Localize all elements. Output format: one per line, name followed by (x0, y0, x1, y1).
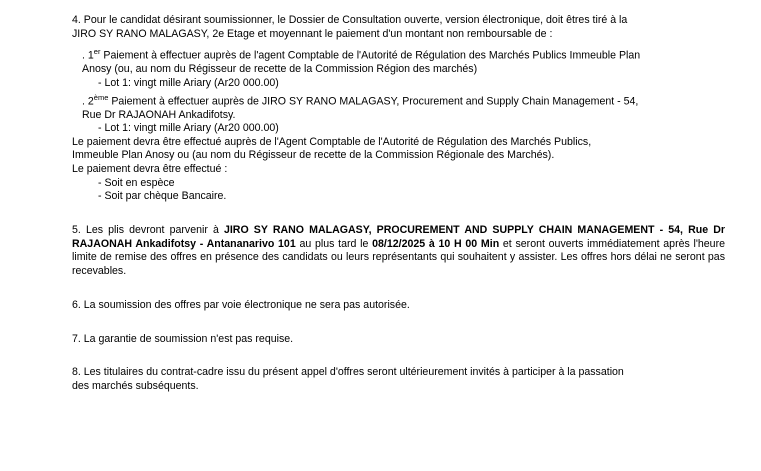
payment-2-text: Paiement à effectuer auprès de JIRO SY RANO MALAGASY, Procurement and Supply Chain Management - 54, (108, 95, 639, 108)
paragraph-line: - Lot 1: vingt mille Ariary (Ar20 000.00) (98, 122, 279, 135)
paragraph-item-6 (72, 299, 725, 313)
paragraph-item-8 (72, 366, 725, 393)
paragraph-line: Le paiement devra être effectué : (72, 163, 228, 175)
paragraph-payment-modes-intro (72, 163, 725, 177)
paragraph-item-5 (72, 224, 725, 279)
paragraph-line: Anosy (ou, au nom du Régisseur de recette de la Commission Région des marchés) (82, 63, 478, 76)
paragraph-payment-1 (72, 45, 725, 77)
paragraph-item-5-text (72, 224, 725, 279)
seg-5: 08/12/2025 à 10 H 00 Min (372, 237, 500, 250)
paragraph-payment-mode-cheque (72, 190, 725, 204)
paragraph-line: Le paiement devra être effectué auprès de l'Agent Comptable de l'Autorité de Régulation des Marchés Publics, (72, 135, 592, 148)
paragraph-payment-note (72, 136, 725, 163)
paragraph-line: 8. Les titulaires du contrat-cadre issu du présent appel d'offres seront ultérieurement invités à participer à la passation (72, 366, 624, 379)
paragraph-item-7 (72, 333, 725, 347)
paragraph-line: 6. La soumission des offres par voie électronique ne sera pas autorisée. (72, 298, 410, 311)
payment-2-prefix-sup: ème (93, 92, 109, 102)
paragraph-payment-2 (72, 91, 725, 123)
paragraph-line (82, 45, 725, 63)
paragraph-line: Immeuble Plan Anosy ou (au nom du Régisseur de recette de la Commission Régionale des Marchés). (72, 149, 555, 162)
paragraph-line: JIRO SY RANO MALAGASY, 2e Etage et moyennant le paiement d'un montant non remboursable de : (72, 27, 553, 40)
paragraph-line: - Lot 1: vingt mille Ariary (Ar20 000.00) (98, 76, 279, 89)
paragraph-item-4 (72, 14, 725, 41)
paragraph-line: - Soit en espèce (98, 176, 175, 189)
seg-1: JIRO SY RANO MALAGASY, PROCUREMENT AND SUPPLY CHAIN MANAGEMENT - (223, 223, 664, 236)
seg-0: 5. Les plis devront parvenir à (72, 223, 224, 236)
seg-3: 54, Rue Dr RAJAONAH Ankadifotsy - Antananarivo 101 (72, 223, 725, 250)
seg-4: au plus tard le (295, 237, 373, 250)
paragraph-line: - Soit par chèque Bancaire. (98, 190, 227, 203)
payment-1-prefix-sup: er (93, 47, 101, 57)
paragraph-payment-1-lot (72, 77, 725, 91)
paragraph-payment-2-lot (72, 122, 725, 136)
paragraph-line: des marchés subséquents. (72, 379, 199, 392)
seg-6: et seront ouverts immédiatement après l'heure limite de remise des offres en présence des candidats ou leurs représentants qui souhaitent y assister. Les offres hors délai ne seront pas recevables. (72, 237, 725, 278)
payment-1-prefix: . 1 (82, 49, 94, 62)
paragraph-line (82, 91, 725, 109)
payment-1-text: Paiement à effectuer auprès de l'agent Comptable de l'Autorité de Régulation des Marchés Publics Immeuble Plan (100, 49, 641, 62)
paragraph-line: 4. Pour le candidat désirant soumissionner, le Dossier de Consultation ouverte, version électronique, doit êtres tiré à la (72, 14, 628, 26)
paragraph-line: 7. La garantie de soumission n'est pas requise. (72, 332, 294, 345)
payment-2-prefix: . 2 (82, 95, 94, 108)
paragraph-payment-mode-cash (72, 177, 725, 191)
paragraph-line: Rue Dr RAJAONAH Ankadifotsy. (82, 108, 236, 121)
